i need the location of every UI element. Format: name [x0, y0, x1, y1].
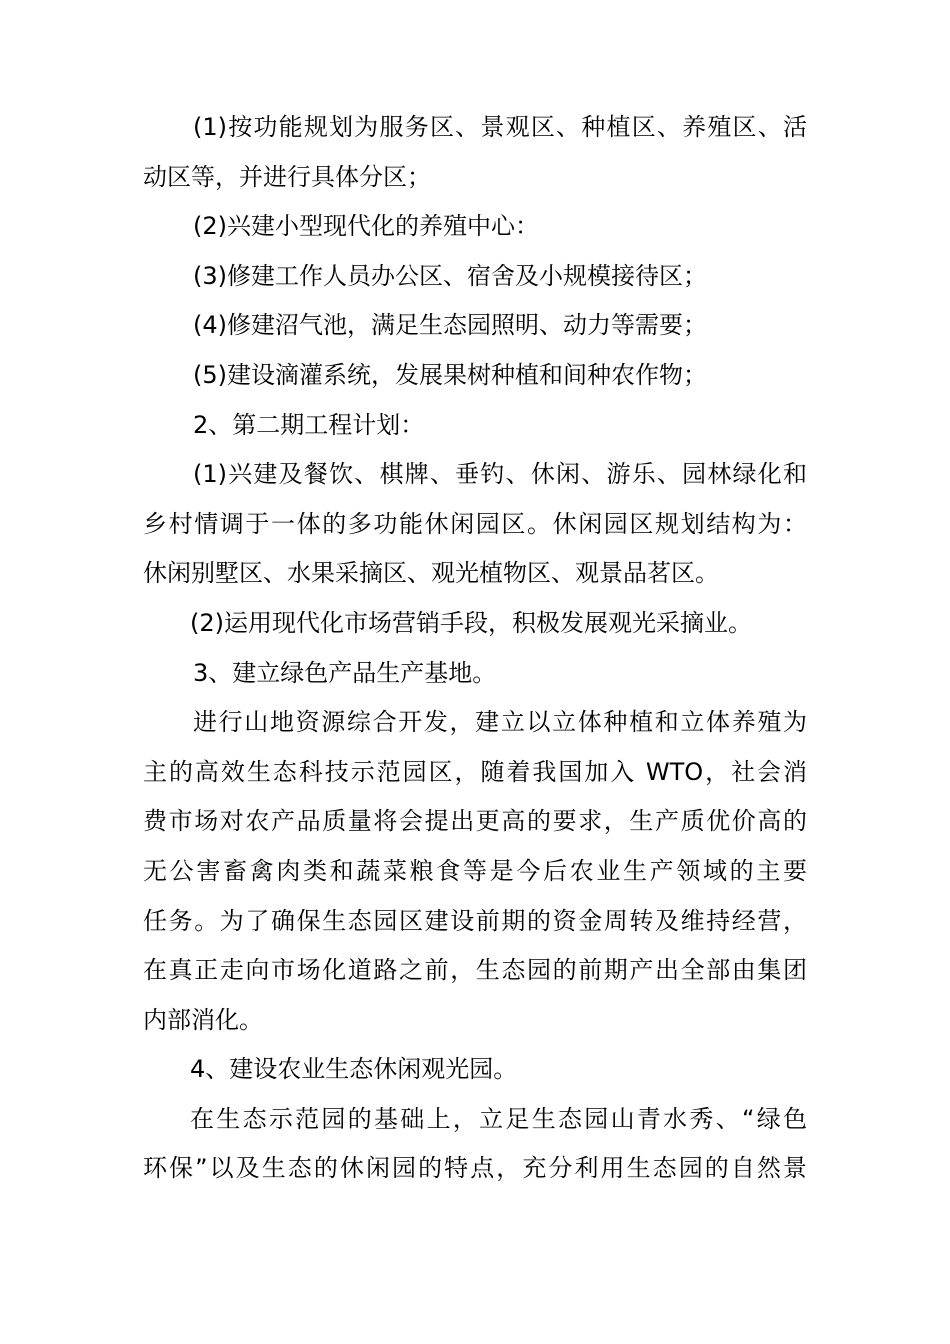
- paragraph-line: 在生态示范园的基础上，立足生态园山青水秀、“绿色: [190, 1104, 807, 1133]
- paragraph-line: (3)修建工作人员办公区、宿舍及小规模接待区；: [193, 261, 707, 290]
- paragraph-line: 休闲别墅区、水果采摘区、观光植物区、观景品茗区。: [143, 559, 719, 588]
- paragraph-line: (5)建设滴灌系统，发展果树种植和间种农作物；: [193, 360, 707, 389]
- paragraph-line: 进行山地资源综合开发，建立以立体种植和立体养殖为: [193, 708, 807, 737]
- paragraph-line: (1)兴建及餐饮、棋牌、垂钓、休闲、游乐、园林绿化和: [193, 460, 807, 489]
- paragraph-line: 内部消化。: [143, 1005, 263, 1034]
- paragraph-line: 主的高效生态科技示范园区，随着我国加入 WTO，社会消: [143, 757, 807, 786]
- paragraph-line: (2)运用现代化市场营销手段，积极发展观光采摘业。: [190, 608, 752, 637]
- paragraph-line: 无公害畜禽肉类和蔬菜粮食等是今后农业生产领域的主要: [143, 856, 807, 885]
- paragraph-line: 任务。为了确保生态园区建设前期的资金周转及维持经营，: [143, 906, 807, 935]
- paragraph-line: (1)按功能规划为服务区、景观区、种植区、养殖区、活: [193, 113, 807, 141]
- section-heading: 3、建立绿色产品生产基地。: [193, 658, 497, 687]
- paragraph-line: 动区等，并进行具体分区；: [143, 162, 431, 191]
- section-heading: 2、第二期工程计划：: [193, 410, 425, 439]
- section-heading: 4、建设农业生态休闲观光园。: [190, 1055, 518, 1084]
- paragraph-line: 环保”以及生态的休闲园的特点，充分利用生态园的自然景: [143, 1154, 807, 1183]
- paragraph-line: 费市场对农产品质量将会提出更高的要求，生产质优价高的: [143, 807, 807, 836]
- paragraph-line: 在真正走向市场化道路之前，生态园的前期产出全部由集团: [143, 956, 807, 985]
- paragraph-line: (2)兴建小型现代化的养殖中心：: [193, 212, 539, 241]
- paragraph-line: 乡村情调于一体的多功能休闲园区。休闲园区规划结构为：: [143, 509, 807, 538]
- document-body: [143, 103, 807, 1194]
- paragraph-line: (4)修建沼气池，满足生态园照明、动力等需要；: [193, 311, 707, 340]
